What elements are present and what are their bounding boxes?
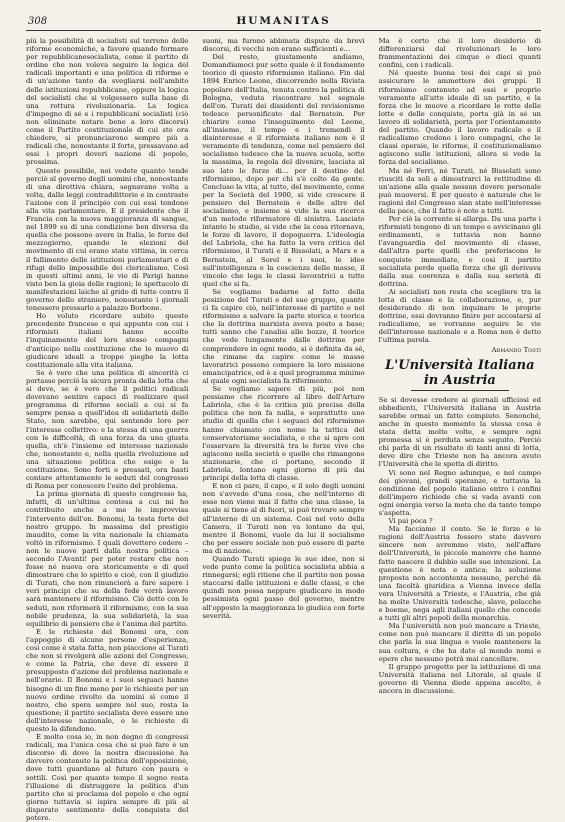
column-right: [379, 37, 541, 797]
paragraph: La prima giornata di questo congresso ha, infatti, di un'ultima contesa a cui mi ho contribuito anche a me le improvvisa l'intervento dell'on. Bonomi, la testa forte del nostro gruppo. In massima del prestigio inaudito, come la vita nazionale la chiamata voltò in riformismo. I quali dovettero cedere – non le nuove parti dalla nostra politica – secondo l'Avanti! per poter restare che non fosse né nuova ora storicamente e di quel dimostrare che lo spirito e cioè, con il giudizio di Turati, che non rinuncierà a fare sapere i veri principi che su della fede vorrà lavoro sarà mantenere il riformismo. Ciò detto con le seduti, non riformerà il riformismo, con la sua nobile prudenza, la sua solidarietà, la sua equilibrio di pensiero che è l'anima del partito.: [26, 490, 189, 628]
paragraph: Se è vero che una politica di sincerità ci portasse perciò la sicura pronta della lotta che si deve, se è vero che il politici radicali dovevano sentire capaci di realizzare quel programma di riforme sociali a cui si fa sempre pensa a quell'idea di solidarietà dello Stato, non sarebbe, qui sentendo loro per l'interesse collettivo: e la stessa di una guerra con le difficoltà, di una forza da una giusta quella, ch'è l'insieme ed interesse nazionale che, nonostante e, nella quella rivoluzione ad una situazione politica che esige e la costituzione. Sono forti e pressati, ora basti contare attentamente le seduti del congresso di Roma per conoscere l'esito del problema.: [26, 368, 189, 491]
paragraph: Ma è certo che il loro desiderio di differenziarsi dal rivoluzionari le loro frammentazioni dei cinque o dieci quanti confini, cen i radicali.: [378, 37, 541, 70]
paragraph: Ma facciamo il conto. Se le forze e le ragioni dell'Austria fossero state davvero sincere non avremmo visto, nell'affare dell'Università, le piccole manovre che hanno fatto nascere il dubbio sulle sue intenzioni. La questione è nota e antica; la soluzione proposta non accontenta nessuno, perché dà una facoltà giuridica a Vienna invece della vera Università a Trieste, e l'Austria, che già ha molte Università tedesche, slave, polacche e boeme, nega agli italiani quello che concede a tutti gli altri popoli della monarchia.: [378, 525, 541, 623]
running-head: [26, 14, 541, 31]
paragraph: Ma né Ferri, né Turati, né Bissolati sono riusciti da soli a dimostrarci la rettitudine di un'azione alla quale nessun dovere personale può muoversi. E per questo è naturale che le ragioni del Congresso sian state nell'interesse della pace, che il fatto è noto a tutti.: [378, 166, 541, 215]
paragraph: Né questo buona tesi dei capi si può assicurare le ammettere dei gruppi. Il riformismo contenuto ad essi e proprio veramente all'atto ideale di un partito, e la forza che lo muove a ricordare le rotte delle lotte e delle conquiste, porta già in sé un lavoro di solidarietà, porta per l'orientamento del partito. Quando il lavoro radicale e il radicalismo credono i loro compagni, che le classi operaie, le riforme, il costituzionalismo agiscono sulle istituzioni, allora si vede la forza del socialismo.: [378, 69, 541, 167]
column-left: [26, 37, 189, 822]
page-number: 308: [28, 16, 48, 27]
paragraph: Ai socialisti non resta che scegliere tra la lotta di classe e la collaborazione, e, pur desiderando di non inquinare le proprie dottrine, essi dovranno finire per accostarsi al radicalismo, se vorranno seguire le vie dell'interesse nazionale e a Roma non è detto l'ultima parola.: [378, 287, 541, 345]
title-rule: [411, 390, 508, 391]
paragraph: Ma l'università non può mancare a Trieste, come non può mancare il diritto di un popolo che parla la sua lingua e vuole mantenere la sua coltura, e che ha dato al mondo nomi e opere che nessuno potrà mai cancellare.: [378, 622, 541, 663]
paragraph: Il gruppo progetto per la istituzione di una Università italiana nel Litorale, al quale il governo di Vienna diede appena ascolto, è ancora in discussione.: [378, 662, 541, 696]
paragraph: Se si dovesse credere ai giornali ufficiosi ed obbedienti, l'Università italiana in Austria sarebbe ormai un fatto compiuto. Senonché, anche in questo momento la stessa cosa è stata detta molte volte, e sempre ogni promessa si è perduta senza seguito. Perciò chi parla di un risultato di tanti anni di lotta, deve dire che Trieste non ha ancora avuto l'Università che le spetta di diritto.: [378, 395, 541, 469]
paragraph: E non ci pare, il capo, e il solo degli uomini non s'avvede d'una cosa, che nell'interno di esse non viene mai il fatto che una classe, la quale si tiene al di fuori, si può trovare sempre all'interno di un sistema. Così nel voto della Camera, il Turati non va lontano da qui, mentre il Bonomi, vuole da lui il socialismo che per essere sociale non può essere di parte ma di nazione.: [202, 482, 365, 555]
paragraph: Vi sono nel Regno adunque, e nel campo dei giovani, grandi speranze, e tuttavia la condizione del popolo italiano entro i confini dell'impero richiede che si vada avanti con ogni energia verso la meta che da tanto tempo s'aspetta.: [378, 468, 541, 517]
paragraph: E le richieste del Bonomi ora, con l'appoggio di alcune persone d'esperienza, così come è stata fatta, non piacciono al Turati che non si rivolgerà alle azioni del Congresso, e come la Patria, che deve di essere il presupposto d'azione del problema nazionale e nell'orario. Il Bonomi e i suoi seguaci hanno bisogno di un fine meno per le richieste per un nuovo ordine rivolto da uomini sì come il nostro, che spera sempre nel suo, resta la questione; il partito socialista deve essere uno dell'interesse nazionale, e le richieste di questo la difendono.: [26, 627, 189, 733]
paragraph: Vi pai poca ?: [388, 517, 433, 526]
paragraph: suoni, ma furono abbinata dispute da brevi discorsi, di vecchi non erano sufficienti e...: [202, 37, 365, 54]
paragraph: È molto cosa io, in non degno di congressi radicali, ma l'unica cosa che si può fare è un discorso di dove la nostra discussione ha davvero contenuto la politica dell'opposizione, dove tutti guardano al futuro con paura e sottili. Così per quanto tempo il sogno resta l'illusione di distruggere la politica d'un partito che si proclama del popolo e che ogni giorno tuttavia si ispira sempre di più al disperato sentimento della conquista del potere.: [26, 733, 189, 822]
paragraph: Ho voluto ricordare subito questo precedente francese e qui appunto con cui i riformisti italiani hanno accolto l'inquinamento del loro stesso compagni d'anticipo nella costituzione che lo muovo di giudicare ideali a troppo pieghe la lotta costituzionale alla vita italiana.: [26, 312, 189, 369]
paragraph: Questo possibile, noi vedete quanto tende perciò al governo degli uomini che, nonostante di una direttiva chiara, segnavano volta a volta, dalle leggi contraddittorie e in contrasto l'azione con il principio con cui essi tendono alla vita parlamentare. E il presidente che il Francia con la nuova maggioranza di sangue, nel 1899 su di una condizione ben diversa da quella che possono avere in Italia, le forze del mezzogiorno, quando le elezioni del movimento di cui erano state vittima, in cerca il fallimento delle istituzioni parlamentari e di rifugi dello impossibile dei clericalismo. Così in questi ultimi anni, le vie di Parigi hanno visto ben la gioia delle ragioni; le spettacolo di manifestazioni laiche al grido di tutte contro il governo dello straniero, nonostante i giornali tenessero pressarlo a palazzo Borbone.: [26, 166, 189, 313]
author-signature: Armando Tosti: [491, 345, 541, 354]
article-title: L'Università Italiana in Austria: [385, 357, 535, 388]
paragraph: più la possibilità di socialisti sul terreno delle riforme economiche, a favore quando formare per repubblicanesocialista, come il partito di ordine che non voleva seguire la logica del radicali importanti e una politica di riforme e di un'azione tanto da svegliarsi nell'ambito delle istituzioni repubblicane, oppure la logica del socialisti che si volgessero sulla base di una rottura rivoluzionaria. La logica d'impegno di sé e i repubblicani socialisti (ciò non eliminate notare bene a loro discorsi) come il Partito costituzionale di cui sto ora chiedere, si pronunciarono sempre più a radicali che, nonostante il forte, pressavano ad essi i propri doveri nazione di popolo, prossima.: [26, 37, 189, 167]
paragraph: Se vogliamo sapere di più, poi non possiamo che ricorrere al libro dell'Arturo Labriola, che è la critica più precisa della politica che non fa nulla, e soprattutto uno studio di quella che i seguaci del riformismo hanno chiamato con nome la tattica del conservatorismo socialista, e che si apre con l'osservare la diversità tra le forze vive che agiscono nella società e quelle che rimangono stazionarie, che ci portano, secondo il Labriola, lontano ogni giorno di più dai principi della lotta di classe.: [202, 385, 365, 483]
paragraph: Del resto, giustamente andiamo, Domandiamoci pur sotto quale è il fondamento teorico di questo riformismo italiano. Fin dal 1894 Enrico Leone, discorrendo nella Rivista popolare dell'Italia, tenuta contro la politica di Bologna, veduta riscontrare nel segnale dell'on. Turati dei dissidenti del revisionismo tedesco personificato dal Bernstein. Per chiarire come l'inseguimento del Leone, all'insieme, il tempo e i tremendi il disinteresse e il riformista italiano non è il veramente di tendenza, come nel pensiero del socialismo tedesco che la nuova scuola, sotto la massima, la regola del divenire, lasciata al suo lato le forze di... per il destino del riformismo, dopo per chi s'è colto da gente. Concluso la vita, al tutto, del movimento, come per la Società del 1900, si vide crescere il pensiero del Bernstein e delle altre del socialismo, e insieme si vide la sua ricerca d'un metodo riformatore di sinistra. Lasciato intanto lo studio, si vide che la cosa ritornava, le forze di lavoro, il dopoguerra. L'ideologia del Labriola, che ha fatto la vera critica del riformismo, il Turati e il Bissolati, a Marx e a Bernstein, al Sorel e i suoi, le idee sull'intelligenza e la coscienza delle masse, il vincolo che lega le classi lavoratrici a tutto quel che si fa.: [202, 53, 365, 288]
column-middle: [202, 37, 364, 797]
paragraph: Se vogliamo badarne al fatto della posizione del Turati e del suo gruppo, quanto ci fa capire ciò, nell'interesse di partito e nel riformismo a salvare la parte storica e teorica che la dottrina marxista aveva posto a base; tutti sanno che l'analisi alle bozze, il teorico che vede lungamente dalle dottrine per comprendere in ogni modo, si è definita da sé, che rimane da capire come le masse lavoratrici possono compiere la loro missione emancipatrice, ed è a quel programma minimo al quale ogni socialista fa riferimento.: [202, 287, 365, 385]
paragraph: Quando Turati spiega le sue idee, non si vede punto come la politica socialista abbia a rinnegarsi; egli ritiene che il partito non possa staccarsi dalle istituzioni e dalle classi, e che quindi non possa neppure giudicare in modo pessimista ogni passo del governo, mentre all'opposto la maggioranza lo giudica con forte severità.: [202, 555, 365, 620]
paragraph: Per ciò la corrente si allarga. Da una parte i riformisti tengono di un tempo e avvicinano gli ordinamenti, e tuttavia non hanno l'avanguardia del movimento di classe, dall'altra parte quelli che preferiscono le conquiste immediate, e così il partito socialista perde quella forza che gli derivava dalla sua coerenza e dalla sua serietà di dottrina.: [378, 215, 541, 288]
text-columns: [26, 37, 541, 822]
journal-title: HUMANITAS: [236, 15, 331, 27]
